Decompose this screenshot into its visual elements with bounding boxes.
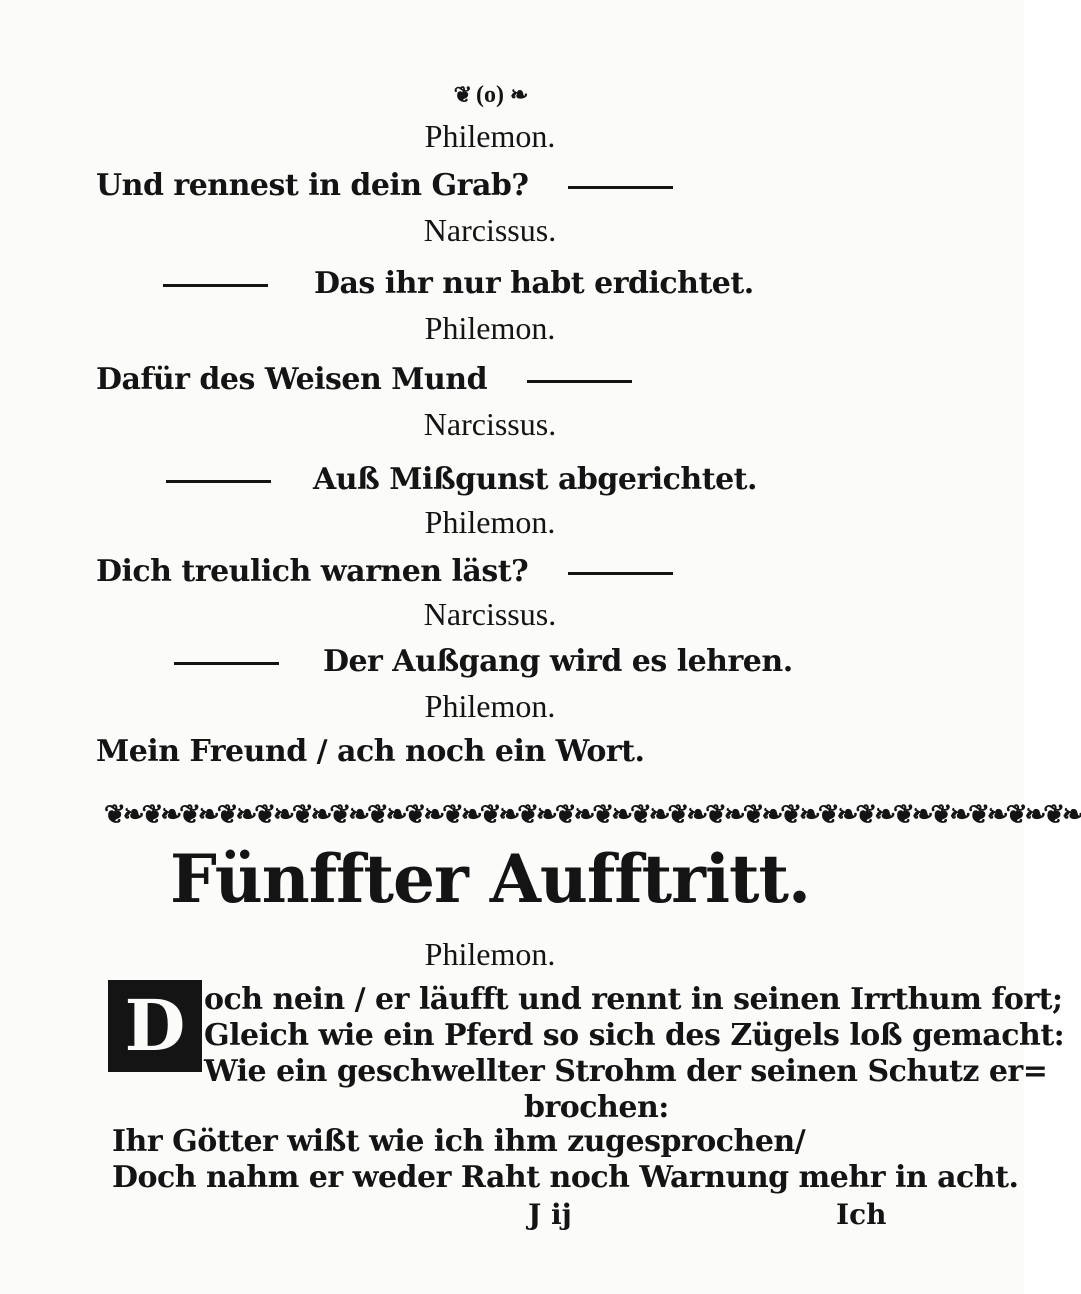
verse-line: Wie ein geschwellter Strohm der seinen Schutz er= [204,1054,1048,1089]
dash-rule [568,572,673,575]
speaker-name: Narcissus. [423,406,557,442]
dash-rule [568,186,673,189]
fleuron-left-icon: ❦ [453,82,470,107]
dialogue-text: Auß Mißgunst abgerichtet. [312,462,757,497]
scene-heading: Fünffter Aufftritt. [170,840,810,918]
speaker-name: Philemon. [424,310,556,346]
dash-rule [163,284,268,287]
verse-line: Ihr Götter wißt wie ich ihm zugesprochen/ [112,1124,806,1159]
dialogue-line [174,644,793,679]
dialogue-line [166,462,757,497]
dialogue-text: Dafür des Weisen Mund [96,362,488,397]
scene-speaker: Philemon. [424,936,556,972]
signature-mark: J ij [528,1198,572,1231]
dash-rule [174,662,279,665]
speaker-name: Narcissus. [423,212,557,248]
ornamental-border-icon: ❦❧❦❧❦❧❦❧❦❧❦❧❦❧❦❧❦❧❦❧❦❧❦❧❦❧❦❧❦❧❦❧❦❧❦❧❦❧❦❧❦❧❦❧❦❧❦❧❦❧❦❧ [104,800,1081,830]
dialogue-text: Und rennest in dein Grab? [96,168,529,203]
verse-line: Gleich wie ein Pferd so sich des Zügels loß gemacht: [204,1018,1065,1053]
dialogue-line [96,168,673,203]
dialogue-line [96,554,673,589]
speaker-name: Narcissus. [423,596,557,632]
dash-rule [527,380,632,383]
dialogue-line [96,362,632,397]
dash-rule [166,480,271,483]
verse-line: brochen: [524,1090,669,1125]
page-folio [0,82,980,109]
dialogue-line [163,266,754,301]
drop-initial: D [108,980,202,1072]
speaker-name: Philemon. [424,504,556,540]
speaker-name: Philemon. [424,688,556,724]
speaker-name: Philemon. [424,118,556,154]
fleuron-right-icon: ❧ [509,82,527,107]
dialogue-text: Das ihr nur habt erdichtet. [313,266,754,301]
folio-number: (o) [476,82,504,108]
catchword: Ich [836,1198,887,1231]
dialogue-text: Mein Freund / ach noch ein Wort. [96,734,645,769]
verse-line: och nein / er läufft und rennt in seinen Irrthum fort; [204,982,1063,1017]
dialogue-line [96,734,644,769]
dialogue-text: Dich treulich warnen läst? [96,554,529,589]
dialogue-text: Der Außgang wird es lehren. [322,644,793,679]
verse-line: Doch nahm er weder Raht noch Warnung mehr in acht. [112,1160,1019,1195]
